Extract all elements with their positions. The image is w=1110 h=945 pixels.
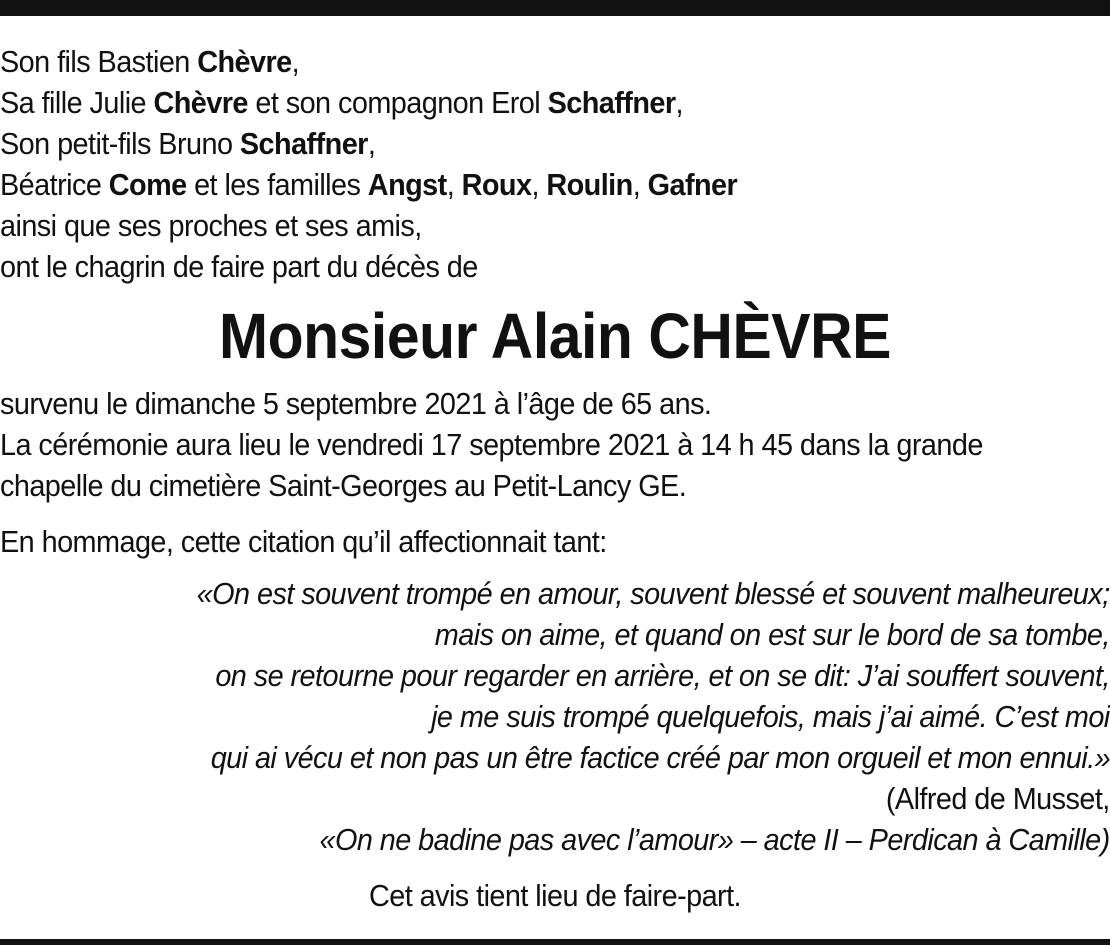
punctuation: , bbox=[675, 85, 683, 120]
tribute-intro: En hommage, cette citation qu’il affectionnait tant: bbox=[0, 524, 607, 559]
punctuation: , bbox=[367, 126, 376, 161]
ceremony-line-2: chapelle du cimetière Saint-Georges au Petit-Lancy GE. bbox=[0, 468, 687, 503]
family-surname: Gafner bbox=[647, 167, 738, 202]
family-surname: Schaffner bbox=[239, 126, 368, 161]
family-text: Béatrice bbox=[0, 167, 109, 202]
family-surname: Come bbox=[108, 167, 187, 202]
quote-line: qui ai vécu et non pas un être factice créé par mon orgueil et mon ennui.» bbox=[210, 740, 1110, 775]
punctuation: , bbox=[531, 167, 547, 202]
family-text: et les familles bbox=[186, 167, 368, 202]
family-text: Son petit-fils Bruno bbox=[0, 126, 240, 161]
family-surname: Roux bbox=[461, 167, 532, 202]
quote-attribution-author: (Alfred de Musset, bbox=[886, 781, 1110, 816]
closing-note: Cet avis tient lieu de faire-part. bbox=[368, 878, 742, 913]
family-surname: Chèvre bbox=[153, 85, 248, 120]
family-line-son bbox=[0, 42, 299, 82]
quote-line: on se retourne pour regarder en arrière, et on se dit: J’ai souffert souvent, bbox=[215, 658, 1110, 693]
family-text: Son fils Bastien bbox=[0, 44, 198, 79]
family-surname: Chèvre bbox=[197, 44, 292, 79]
family-text: Sa fille Julie bbox=[0, 85, 154, 120]
bottom-border-rule bbox=[0, 939, 1110, 945]
family-surname: Angst bbox=[367, 167, 447, 202]
quote-line: «On est souvent trompé en amour, souvent blessé et souvent malheureux; bbox=[197, 576, 1110, 611]
quote-line: mais on aime, et quand on est sur le bord de sa tombe, bbox=[434, 617, 1110, 652]
quote-line: je me suis trompé quelquefois, mais j’ai aimé. C’est moi bbox=[431, 699, 1110, 734]
family-line-friends: ainsi que ses proches et ses amis, bbox=[0, 208, 422, 243]
ceremony-line-1: La cérémonie aura lieu le vendredi 17 septembre 2021 à 14 h 45 dans la grande bbox=[0, 427, 983, 462]
family-line-grandson bbox=[0, 124, 375, 164]
punctuation: , bbox=[291, 44, 300, 79]
family-line-relatives bbox=[0, 165, 737, 205]
death-date-line: survenu le dimanche 5 septembre 2021 à l’âge de 65 ans. bbox=[0, 386, 712, 421]
announcement-line: ont le chagrin de faire part du décès de bbox=[0, 249, 478, 284]
family-text: et son compagnon Erol bbox=[247, 85, 548, 120]
punctuation: , bbox=[446, 167, 462, 202]
punctuation: , bbox=[632, 167, 648, 202]
family-surname: Roulin bbox=[546, 167, 633, 202]
deceased-name: Monsieur Alain CHÈVRE bbox=[219, 300, 891, 372]
quote-attribution-work: «On ne badine pas avec l’amour» – acte II – Perdican à Camille) bbox=[319, 822, 1110, 857]
family-line-daughter bbox=[0, 83, 683, 123]
family-surname: Schaffner bbox=[547, 85, 676, 120]
